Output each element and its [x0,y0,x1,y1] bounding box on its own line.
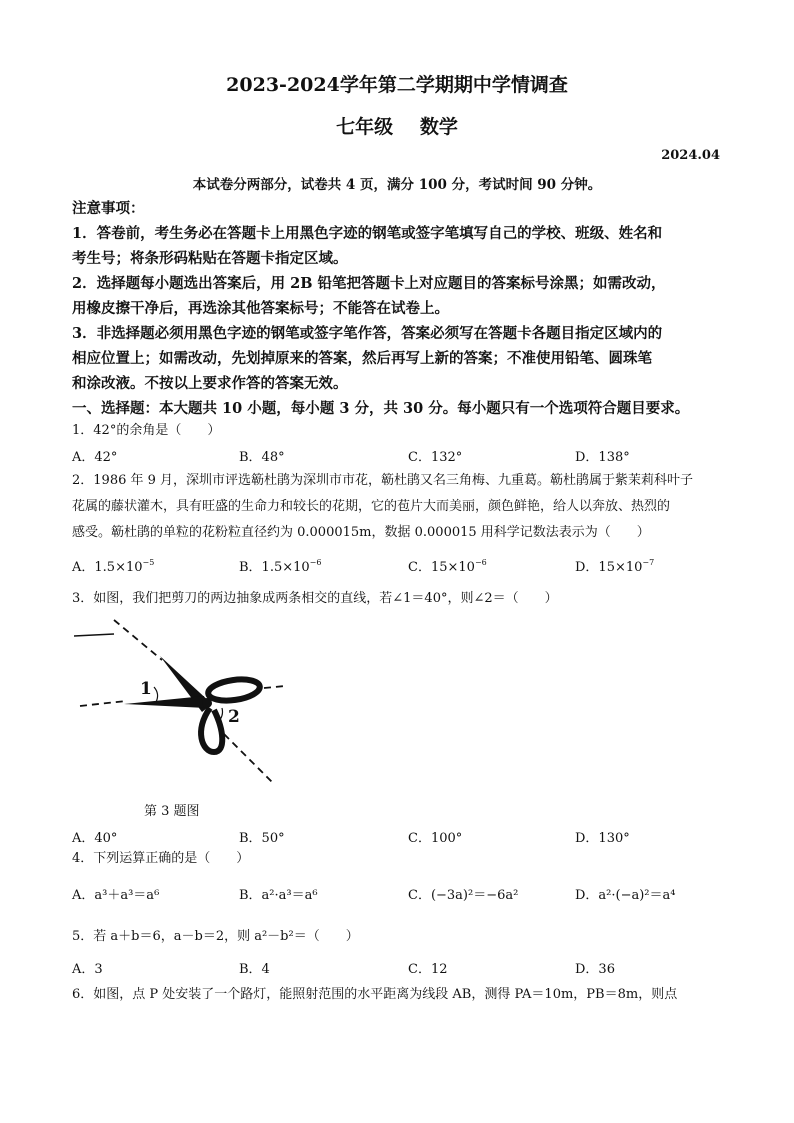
q5-option-a: A．3 [72,962,103,977]
q3-option-d: D．130° [575,831,630,846]
q3-option-a: A．40° [72,831,118,846]
subject-label: 数学 [419,116,458,138]
notice-item-3c: 和涂改液。不按以上要求作答的答案无效。 [72,375,348,392]
figure-mark [74,634,114,636]
notice-heading: 注意事项： [72,200,145,217]
q2-option-a: A．$1.5\times 10^{-5}$ [72,558,155,575]
line-b-right [264,684,284,688]
blade-2 [124,696,206,708]
q3-option-b: B．50° [239,831,285,846]
question-5-options [72,958,732,980]
question-1-stem: 1．42°的余角是（ ） [72,423,221,438]
notice-item-3b: 相应位置上；如需改动，先划掉原来的答案，然后再写上新的答案；不准使用铅笔、圆珠笔 [72,350,652,367]
line-a-lower [224,734,274,784]
notice-item-2a: 2．选择题每小题选出答案后，用 2B 铅笔把答题卡上对应题目的答案标号涂黑；如需改动， [72,275,666,292]
figure-3-caption: 第 3 题图 [144,804,200,819]
q3-option-c: C．100° [408,831,463,846]
q2-option-d: D．$15\times 10^{-7}$ [575,558,655,575]
exam-intro: 本试卷分两部分，试卷共 4 页，满分 100 分，考试时间 90 分钟。 [192,177,602,193]
question-4-options [72,884,732,906]
notice-item-3a: 3．非选择题必须用黑色字迹的钢笔或签字笔作答，答案必须写在答题卡各题目指定区域内的 [72,325,663,342]
q1-option-d: D．138° [575,450,630,465]
q2-line-1: 2．1986 年 9 月，深圳市评选簕杜鹃为深圳市市花，簕杜鹃又名三角梅、九重葛。簕杜鹃属于紫茉莉科叶子 [72,473,694,488]
question-1-options [72,446,732,468]
line-a-upper [114,620,162,660]
scissors-figure [74,612,284,792]
q4-option-d: D．a²·(−a)²＝a⁴ [575,888,676,903]
q2-option-b: B．$1.5\times 10^{-6}$ [239,558,322,575]
q4-option-b: B．a²·a³＝a⁶ [239,888,318,903]
question-2-stem [72,468,724,546]
q2-line-2: 花属的藤状灌木，具有旺盛的生命力和较长的花期，它的苞片大而美丽，颜色鲜艳，给人以奔放、热烈的 [72,499,671,514]
question-4-stem: 4．下列运算正确的是（ ） [72,851,250,866]
question-3-stem: 3．如图，我们把剪刀的两边抽象成两条相交的直线，若∠1＝40°，则∠2＝（ ） [72,591,558,606]
handle-upper [207,676,261,703]
q2-option-c: C．$15\times 10^{-6}$ [408,558,487,575]
section-1-heading: 一、选择题：本大题共 10 小题，每小题 3 分，共 30 分。每小题只有一个选项符合题目要求。 [72,400,690,417]
notice-item-1a: 1．答卷前，考生务必在答题卡上用黑色字迹的钢笔或签字笔填写自己的学校、班级、姓名和 [72,225,663,242]
grade-label: 七年级 [336,116,394,138]
question-6-stem: 6．如图，点 P 处安装了一个路灯，能照射范围的水平距离为线段 AB，测得 PA＝10m，PB＝8m，则点 [72,987,678,1002]
q5-option-b: B．4 [239,962,270,977]
q1-option-c: C．132° [408,450,463,465]
notice-item-2b: 用橡皮擦干净后，再选涂其他答案标号；不能答在试卷上。 [72,300,449,317]
exam-subtitle [0,112,794,139]
q5-option-c: C．12 [408,962,448,977]
notice-section [72,196,724,421]
q1-option-a: A．42° [72,450,118,465]
question-5-stem: 5．若 a＋b＝6，a－b＝2，则 a²－b²＝（ ） [72,929,359,944]
q2-line-3: 感受。簕杜鹃的单粒的花粉粒直径约为 0.000015m，数据 0.000015 用科学记数法表示为（ ） [72,525,650,540]
q4-option-a: A．a³＋a³＝a⁶ [72,888,160,903]
line-b-left [80,701,126,706]
angle-1-label: 1 [140,679,152,699]
q4-option-c: C．(−3a)²＝−6a² [408,888,519,903]
question-2-options [72,556,732,578]
angle-2-label: 2 [228,707,240,727]
notice-item-1b: 考生号；将条形码粘贴在答题卡指定区域。 [72,250,348,267]
exam-title: 2023-2024学年第二学期期中学情调查 [226,74,568,96]
q5-option-d: D．36 [575,962,615,977]
exam-date: 2024.04 [661,148,720,163]
angle-1-arc [154,687,158,702]
handle-lower [201,708,222,752]
q1-option-b: B．48° [239,450,285,465]
